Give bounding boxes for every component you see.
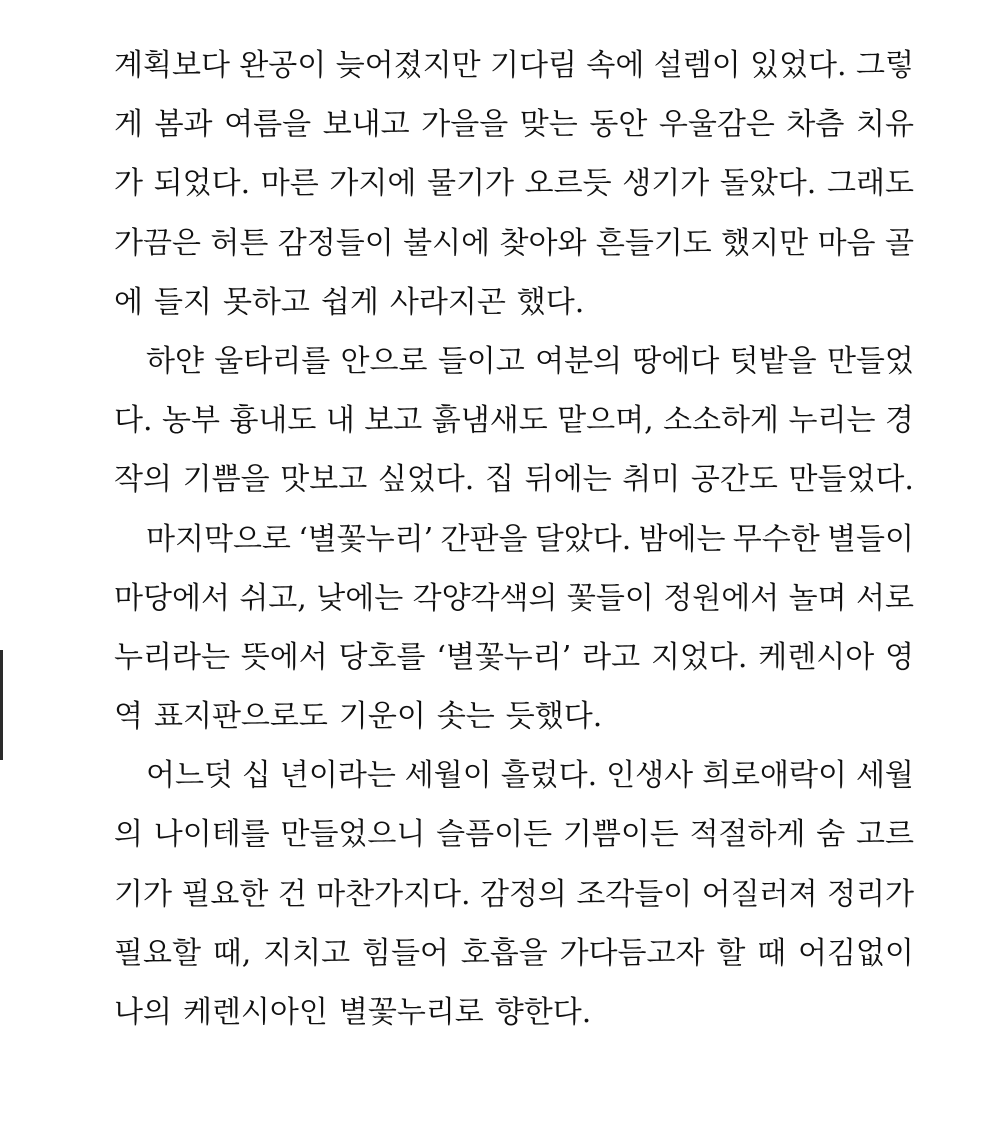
text-line — [114, 983, 914, 1042]
word: 호흡을 — [460, 935, 548, 971]
word: 나이테를 — [153, 817, 270, 853]
word: 할 — [716, 935, 746, 971]
word: 인생사 — [606, 758, 694, 794]
word: 보고 — [364, 403, 423, 439]
word: 텃밭을 — [729, 343, 817, 379]
word: 솟는 — [436, 699, 495, 735]
text-line — [114, 273, 914, 332]
word: 필요할 — [114, 935, 201, 971]
word: 되었다. — [153, 166, 251, 202]
text-line — [114, 805, 914, 864]
word: 케렌시아 — [758, 639, 875, 675]
word: 설렘이 — [653, 48, 741, 83]
word: 생기가 — [622, 166, 710, 202]
text-line — [114, 924, 914, 983]
word: 기가 — [114, 876, 172, 912]
word: 게 — [114, 107, 143, 143]
word: 했다. — [516, 284, 585, 320]
word: 울타리를 — [214, 343, 331, 379]
word: 뜻에서 — [240, 639, 328, 675]
word: 계획보다 — [114, 48, 230, 83]
word: 기운이 — [338, 699, 426, 735]
word: 마지막으로 — [146, 521, 291, 557]
text-line — [114, 154, 914, 213]
word: 있었다. — [750, 48, 847, 83]
word: 에 — [114, 284, 143, 320]
word: 나의 — [114, 995, 172, 1030]
word: 못하고 — [222, 284, 310, 320]
word: 누리라는 — [114, 639, 230, 675]
word: 뒤에는 — [524, 462, 612, 498]
word: 희로애락이 — [702, 758, 847, 794]
word: 간판을 — [440, 521, 528, 557]
word: 때 — [757, 935, 787, 971]
word: 쉬고, — [239, 580, 307, 616]
word: 영 — [885, 639, 914, 675]
word: 감정의 — [479, 876, 567, 912]
word: 가 — [114, 166, 143, 202]
word: 우울감은 — [658, 107, 775, 143]
word: 기쁨이든 — [562, 817, 679, 853]
word: 흔들기도 — [595, 225, 712, 261]
word: 지치고 — [263, 935, 351, 971]
word: 그렇 — [855, 48, 914, 83]
word: 숨 — [816, 817, 846, 853]
word: 싶었다. — [377, 462, 475, 498]
word: 놀며 — [788, 580, 847, 616]
word: 꽃들이 — [566, 580, 654, 616]
word: 만들었으니 — [280, 817, 426, 853]
word: 사라지곤 — [389, 284, 506, 320]
word: 어질러져 — [701, 876, 818, 912]
text-line — [114, 569, 914, 628]
word: 건 — [277, 876, 307, 912]
text-line — [114, 865, 914, 924]
word: 적절하게 — [689, 817, 806, 853]
word: 경 — [884, 403, 914, 439]
word: 맡으며, — [557, 403, 654, 439]
text-line — [114, 36, 914, 95]
word: 서로 — [855, 580, 914, 616]
word: 감정들이 — [277, 225, 394, 261]
word: 허튼 — [210, 225, 269, 261]
word: 라고 — [582, 639, 641, 675]
word: 세월 — [855, 758, 914, 794]
word: 세월이 — [404, 758, 492, 794]
word: 늦어졌지만 — [335, 48, 481, 83]
word: ‘별꽃누리’ — [298, 521, 434, 557]
word: 달았다. — [534, 521, 632, 557]
text-line — [114, 332, 914, 391]
word: 내 — [325, 403, 355, 439]
word: 흘렀다. — [500, 758, 598, 794]
page-edge-mark — [0, 650, 3, 760]
word: 쉽게 — [320, 284, 379, 320]
word: 만들었다. — [788, 462, 914, 498]
word: 십 — [241, 758, 271, 794]
word: 지었다. — [650, 639, 748, 675]
word: 취미 — [622, 462, 681, 498]
word: 가지에 — [329, 166, 417, 202]
word: 완공이 — [239, 48, 327, 83]
word: 역 — [114, 699, 143, 735]
word: 들지 — [153, 284, 212, 320]
word: 하얀 — [146, 343, 204, 379]
word: 정리가 — [826, 876, 914, 912]
word: 듯했다. — [505, 699, 603, 735]
word: 당호를 — [338, 639, 426, 675]
word: 땅에다 — [632, 343, 720, 379]
word: 소소하게 — [663, 403, 780, 439]
word: 골 — [884, 225, 914, 261]
word: 흉내도 — [229, 403, 317, 439]
text-line — [114, 628, 914, 687]
word: 표지판으로도 — [153, 699, 328, 735]
word: 불시에 — [403, 225, 491, 261]
word: 가을을 — [421, 107, 509, 143]
word: 고르 — [856, 817, 914, 853]
word: 조각들이 — [576, 876, 693, 912]
text-line — [114, 510, 914, 569]
word: 흙냄새도 — [431, 403, 548, 439]
word: 슬픔이든 — [436, 817, 553, 853]
word: 필요한 — [181, 876, 269, 912]
word: 때, — [212, 935, 252, 971]
text-line — [114, 391, 914, 450]
word: 맛보고 — [280, 462, 368, 498]
word: 여분의 — [535, 343, 623, 379]
word: 별꽃누리로 — [338, 995, 484, 1030]
text-line — [114, 687, 914, 746]
word: 치유 — [855, 107, 914, 143]
word: ‘별꽃누리’ — [436, 639, 572, 675]
word: 했지만 — [721, 225, 809, 261]
word: 누리는 — [788, 403, 876, 439]
word: 무수한 — [732, 521, 820, 557]
word: 정원에서 — [663, 580, 780, 616]
word: 다. — [114, 403, 153, 439]
text-line — [114, 214, 914, 273]
word: 어느덧 — [146, 758, 233, 794]
body-text — [114, 36, 914, 1042]
word: 년이라는 — [279, 758, 396, 794]
word: 안으로 — [340, 343, 428, 379]
word: 동안 — [589, 107, 648, 143]
word: 기쁨을 — [182, 462, 270, 498]
word: 봄과 — [154, 107, 213, 143]
word: 공간도 — [690, 462, 778, 498]
word: 밤에는 — [638, 521, 726, 557]
word: 힘들어 — [361, 935, 449, 971]
word: 가끔은 — [114, 225, 201, 261]
word: 만들었 — [826, 343, 914, 379]
word: 낮에는 — [316, 580, 404, 616]
word: 물기가 — [427, 166, 514, 202]
word: 마음 — [817, 225, 876, 261]
word: 기다림 — [490, 48, 577, 83]
word: 마찬가지다. — [316, 876, 471, 912]
word: 농부 — [162, 403, 220, 439]
word: 마른 — [260, 166, 319, 202]
word: 그래도 — [826, 166, 914, 202]
word: 케렌시아인 — [182, 995, 328, 1030]
word: 별들이 — [827, 521, 914, 557]
word: 맞는 — [519, 107, 578, 143]
word: 향한다. — [494, 995, 592, 1030]
word: 의 — [114, 817, 143, 853]
word: 각양각색의 — [412, 580, 558, 616]
word: 돌았다. — [719, 166, 817, 202]
word: 집 — [484, 462, 514, 498]
word: 어김없이 — [797, 935, 914, 971]
word: 여름을 — [224, 107, 312, 143]
text-line — [114, 450, 914, 509]
word: 들이고 — [437, 343, 525, 379]
word: 마당에서 — [114, 580, 230, 616]
word: 보내고 — [322, 107, 410, 143]
word: 차츰 — [786, 107, 845, 143]
text-line — [114, 746, 914, 805]
word: 오르듯 — [524, 166, 612, 202]
word: 속에 — [586, 48, 645, 83]
text-line — [114, 95, 914, 154]
word: 작의 — [114, 462, 172, 498]
word: 가다듬고자 — [559, 935, 705, 971]
word: 찾아와 — [499, 225, 587, 261]
